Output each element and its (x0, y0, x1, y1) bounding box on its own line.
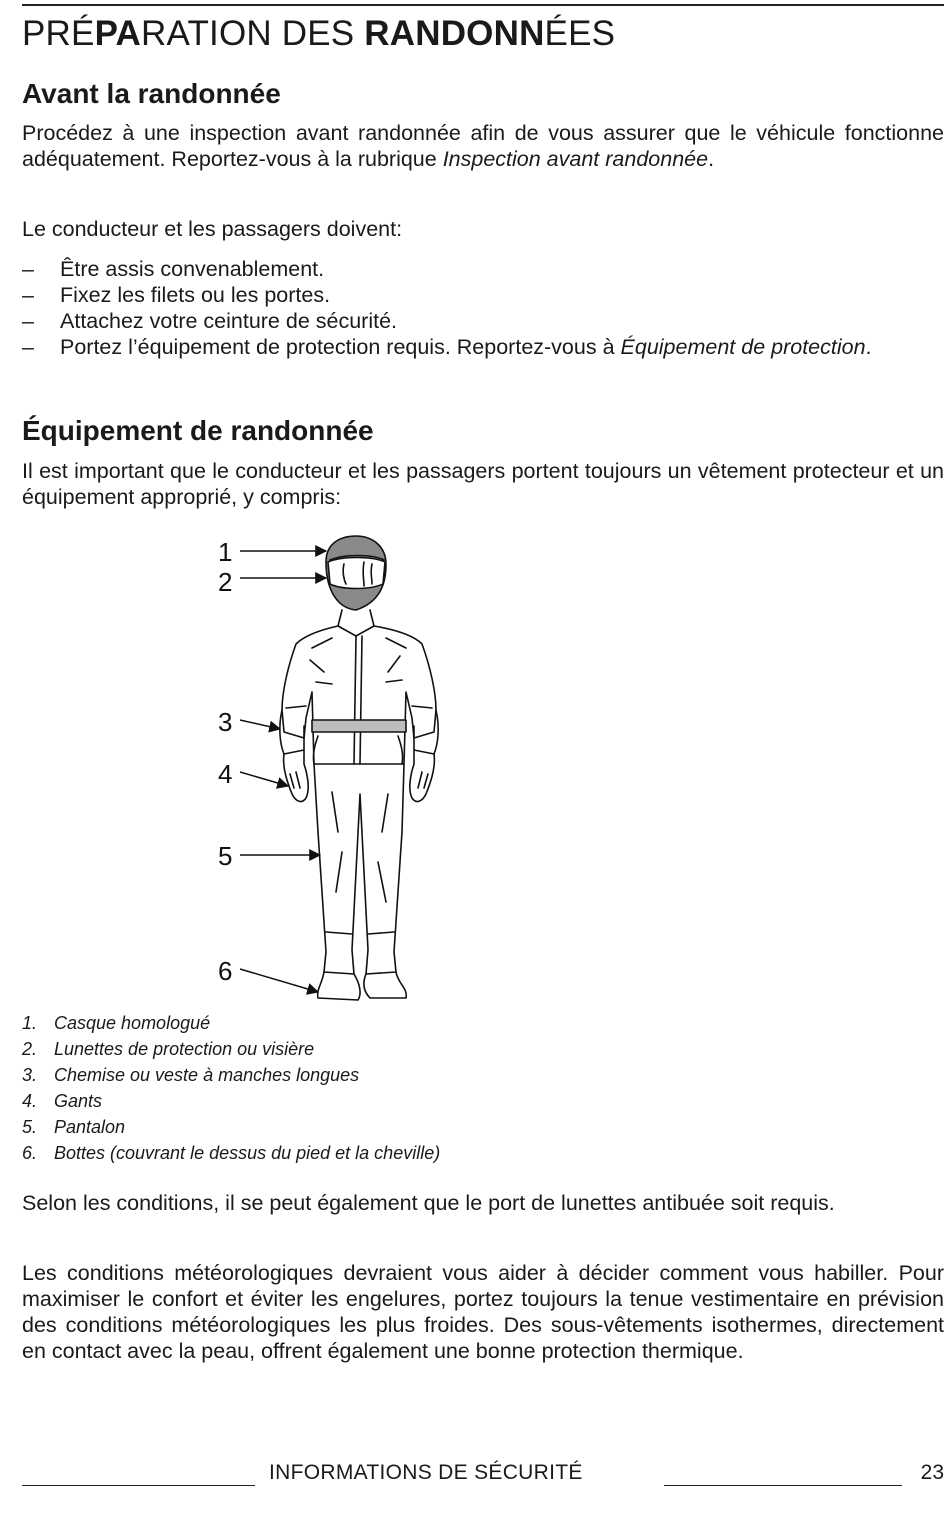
helmet-icon (326, 536, 386, 610)
riding-gear-figure (192, 532, 462, 1007)
boots-icon (318, 972, 407, 1000)
top-rule (22, 4, 944, 6)
callout-label: 5 (218, 841, 233, 871)
footer-rule-left (22, 1485, 255, 1486)
legend-item: 6. Bottes (couvrant le dessus du pied et la cheville) (22, 1143, 441, 1163)
legend-item: 5. Pantalon (22, 1117, 126, 1137)
legend-item: 3. Chemise ou veste à manches longues (22, 1065, 360, 1085)
pants-icon (314, 764, 404, 974)
footer-rule-right (664, 1485, 902, 1486)
footer-title: INFORMATIONS DE SÉCURITÉ (269, 1461, 583, 1484)
section-heading-riding-gear: Équipement de randonnée (22, 415, 374, 446)
legend-item: 1. Casque homologué (22, 1013, 211, 1033)
callout-numbers (218, 537, 232, 986)
legend-item: 2. Lunettes de protection ou visière (22, 1039, 315, 1059)
page-footer (22, 1460, 944, 1490)
list-item: – Attachez votre ceinture de sécurité. (22, 309, 398, 333)
inspection-link-text: Inspection avant randonnée (442, 147, 709, 171)
list-item: – Portez l’équipement de protection requis. Reportez-vous à Équipement de protection. (22, 335, 872, 359)
rider-illustration (192, 532, 462, 1007)
figure-legend (22, 1010, 440, 1166)
weather-paragraph: Les conditions météorologiques devraient vous aider à décider comment vous habiller. Pour maximiser le confort et éviter les engelures, portez toujours la tenue vestimentaire en prévision des conditions météorologiques les plus froides. Des sous-vêtements isothermes, directement en contact avec la peau, offrent également une bonne protection thermique. (22, 1261, 944, 1363)
jacket-icon (282, 626, 436, 764)
callout-label: 2 (218, 567, 233, 597)
rider-requirements-list (22, 256, 944, 360)
list-item: – Fixez les filets ou les portes. (22, 283, 331, 307)
page-number: 23 (920, 1461, 944, 1484)
antifog-paragraph: Selon les conditions, il se peut également que le port de lunettes antibuée soit requis. (22, 1191, 835, 1215)
page-title: PRÉPARATION DES RANDONNÉES (22, 14, 616, 53)
callout-label: 6 (218, 956, 233, 986)
inspection-paragraph: Procédez à une inspection avant randonnée afin de vous assurer que le véhicule fonctionne adéquatement. Reportez-vous à la rubrique Inspection avant randonnée. (22, 121, 944, 171)
section-heading-before-ride: Avant la randonnée (22, 78, 281, 109)
callout-label: 1 (218, 537, 233, 567)
gloves-icon (284, 750, 435, 801)
legend-item: 4. Gants (22, 1091, 103, 1111)
callout-label: 3 (218, 707, 233, 737)
callout-arrows (240, 551, 326, 992)
list-item: – Être assis convenablement. (22, 257, 325, 281)
gear-intro-paragraph: Il est important que le conducteur et les passagers portent toujours un vêtement protecteur et un équipement approprié, y compris: (22, 459, 944, 509)
callout-label: 4 (218, 759, 233, 789)
riders-must-paragraph: Le conducteur et les passagers doivent: (22, 217, 403, 241)
